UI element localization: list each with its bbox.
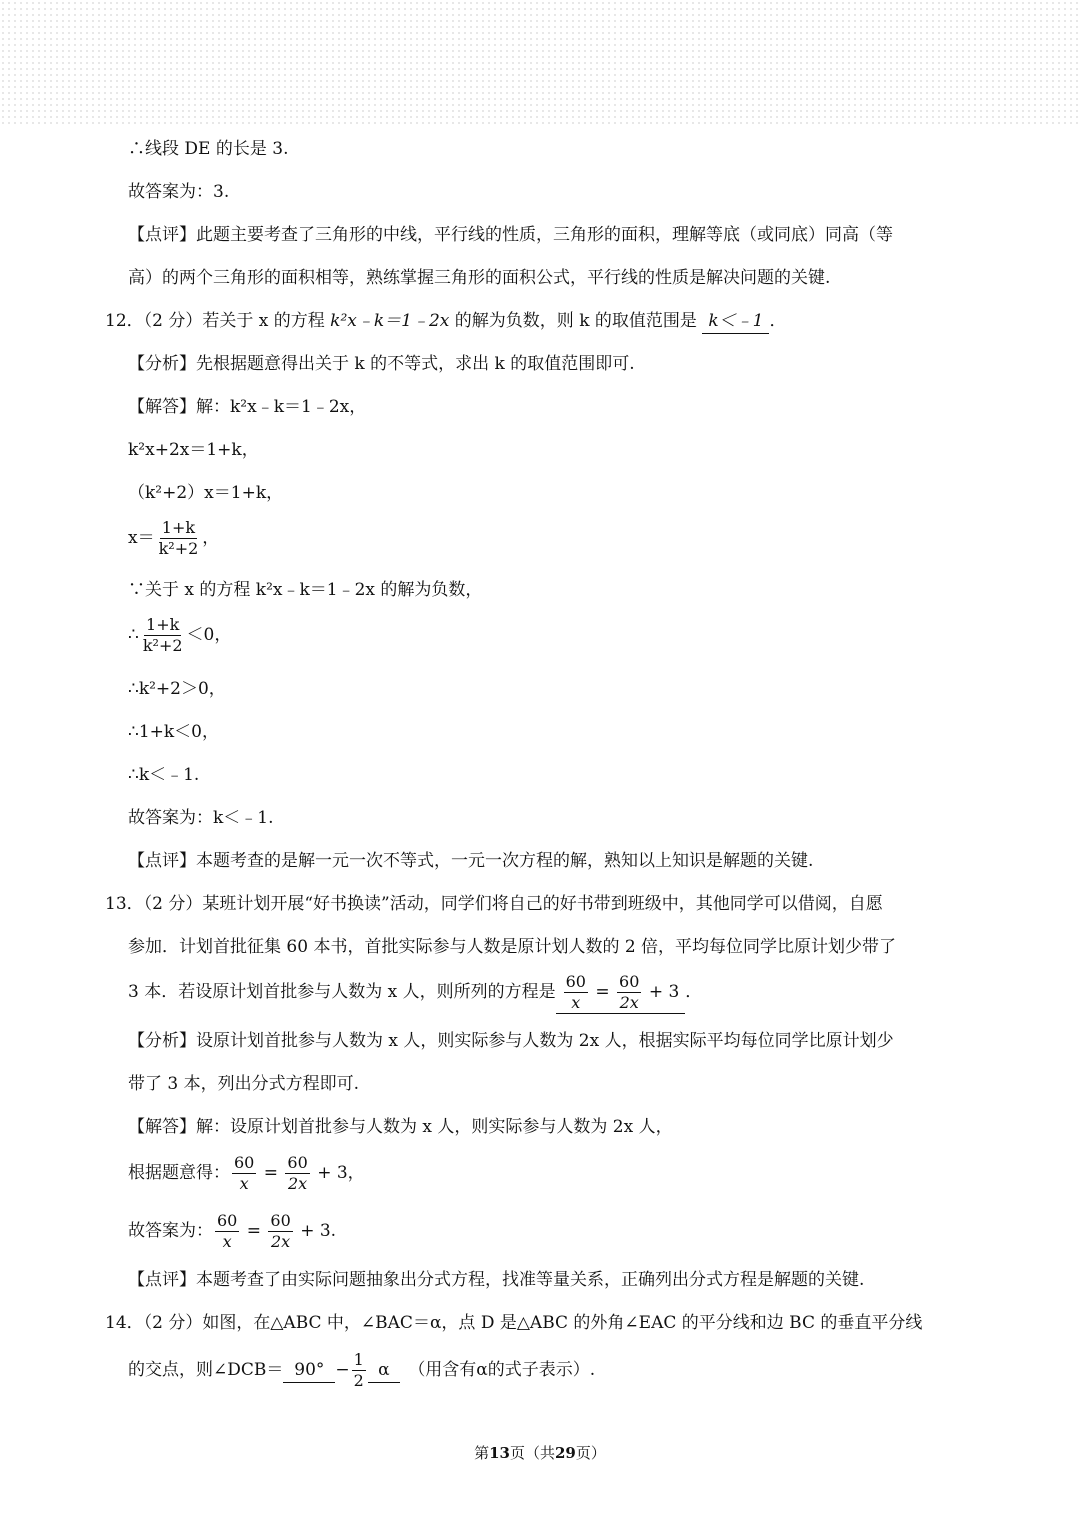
text-line: 【解答】解：k²x﹣k＝1﹣2x， (128, 397, 367, 417)
equals-sign: = (263, 1163, 279, 1183)
q14-answer-alpha: α (368, 1358, 400, 1383)
question-14-line1: 14．（2 分）如图，在△ABC 中，∠BAC＝α，点 D 是△ABC 的外角∠EAC 的平分线和边 BC 的垂直平分线 (105, 1313, 923, 1333)
footer-mid: 页（共 (509, 1444, 555, 1462)
question-12 (105, 309, 786, 334)
text-line: 故答案为：3. (128, 182, 230, 202)
q12-equation: k²x﹣k＝1﹣2x (330, 311, 450, 331)
therefore-symbol: ∴ (128, 625, 139, 645)
page-footer (0, 1442, 1080, 1463)
text-line: 带了 3 本，列出分式方程即可. (128, 1074, 360, 1094)
q13-answer (556, 972, 686, 1014)
q14-text: 的交点，则∠DCB＝ (128, 1360, 284, 1380)
fraction-line (128, 615, 231, 656)
q12-answer: k＜﹣1 (702, 309, 769, 334)
fraction-line (128, 1153, 365, 1194)
q14-end: （用含有α的式子表示）. (416, 1360, 596, 1380)
text-line: 【分析】先根据题意得出关于 k 的不等式，求出 k 的取值范围即可. (128, 354, 635, 374)
text-line: ∵关于 x 的方程 k²x﹣k＝1﹣2x 的解为负数， (128, 580, 483, 600)
numerator: 60 (270, 1211, 291, 1230)
text-line: 【分析】设原计划首批参与人数为 x 人，则实际参与人数为 2x 人，根据实际平均每位同学比原计划少 (128, 1031, 894, 1051)
text-line: 【点评】此题主要考查了三角形的中线，平行线的性质，三角形的面积，理解等底（或同底）同高（等 (128, 225, 893, 245)
page-number: 13 (489, 1444, 510, 1462)
q13-end: ． (685, 982, 703, 1002)
fraction (141, 615, 185, 656)
eq-label: 故答案为： (128, 1221, 213, 1241)
eq-end: ＜0， (186, 625, 232, 645)
numerator: 60 (287, 1153, 308, 1172)
text-line: 【点评】本题考查的是解一元一次不等式，一元一次方程的解，熟知以上知识是解题的关键. (128, 851, 814, 871)
denominator: 2x (271, 1232, 291, 1251)
text-line: 高）的两个三角形的面积相等，熟练掌握三角形的面积公式，平行线的性质是解决问题的关键. (128, 268, 831, 288)
denominator: x (239, 1174, 249, 1193)
eq-left: x＝ (128, 528, 155, 548)
numerator: 60 (565, 972, 586, 991)
numerator: 60 (619, 972, 640, 991)
eq-end: ， (202, 528, 220, 548)
fraction-line (128, 518, 219, 559)
fraction (215, 1211, 239, 1252)
numerator: 1+k (161, 518, 196, 537)
eq-end: + 3， (317, 1163, 365, 1183)
minus-sign: − (335, 1360, 350, 1380)
text-line: ∴k＜﹣1. (128, 765, 200, 785)
fraction (564, 972, 588, 1013)
total-pages: 29 (555, 1444, 576, 1462)
fraction-line (128, 1211, 336, 1252)
footer-pre: 第 (474, 1444, 490, 1462)
text-line: k²x+2x＝1+k， (128, 440, 259, 460)
q14-answer-part1: 90° (283, 1358, 335, 1383)
fraction (157, 518, 201, 559)
q12-end: ． (769, 311, 787, 331)
question-13-line2: 参加．计划首批征集 60 本书，首批实际参与人数是原计划人数的 2 倍，平均每位同学比原计划少带了 (128, 937, 897, 957)
denominator: 2 (353, 1371, 364, 1390)
fraction (285, 1153, 309, 1194)
text-line: 故答案为：k＜﹣1. (128, 808, 274, 828)
eq-end: + 3. (300, 1221, 337, 1241)
denominator: x (222, 1232, 232, 1251)
denominator: x (571, 993, 581, 1012)
text-line: 【点评】本题考查了由实际问题抽象出分式方程，找准等量关系，正确列出分式方程是解题的关键. (128, 1270, 865, 1290)
numerator: 60 (217, 1211, 238, 1230)
scan-dot-texture (0, 0, 1080, 128)
question-14-line2 (128, 1350, 595, 1391)
fraction (617, 972, 641, 1013)
numerator: 60 (234, 1153, 255, 1172)
eq-label: 根据题意得： (128, 1163, 230, 1183)
question-13-line3 (128, 972, 702, 1014)
denominator: 2x (288, 1174, 308, 1193)
numerator: 1+k (146, 615, 180, 634)
text-line: （k²+2）x＝1+k， (128, 483, 284, 503)
q12-mid: 的解为负数，则 k 的取值范围是 (449, 311, 703, 331)
denominator: k²+2 (142, 636, 183, 655)
fraction (352, 1350, 366, 1391)
text-line: 【解答】解：设原计划首批参与人数为 x 人，则实际参与人数为 2x 人， (128, 1117, 673, 1137)
numerator: 1 (353, 1350, 364, 1369)
text-line: ∴线段 DE 的长是 3. (128, 139, 289, 159)
fraction (232, 1153, 256, 1194)
text-line: ∴1+k＜0， (128, 722, 219, 742)
denominator: k²+2 (158, 539, 199, 558)
text-line: ∴k²+2＞0， (128, 679, 226, 699)
plus-term: + 3 (648, 982, 680, 1002)
denominator: 2x (619, 993, 639, 1012)
fraction (268, 1211, 292, 1252)
question-13-line1: 13．（2 分）某班计划开展“好书换读”活动，同学们将自己的好书带到班级中，其他同学可以借阅，自愿 (105, 894, 883, 914)
q12-prefix: 12．（2 分）若关于 x 的方程 (105, 311, 331, 331)
equals-sign: = (246, 1221, 262, 1241)
q13-text: 3 本．若设原计划首批参与人数为 x 人，则所列的方程是 (128, 982, 556, 1002)
footer-post: 页） (575, 1444, 606, 1462)
equals-sign: = (595, 982, 610, 1002)
